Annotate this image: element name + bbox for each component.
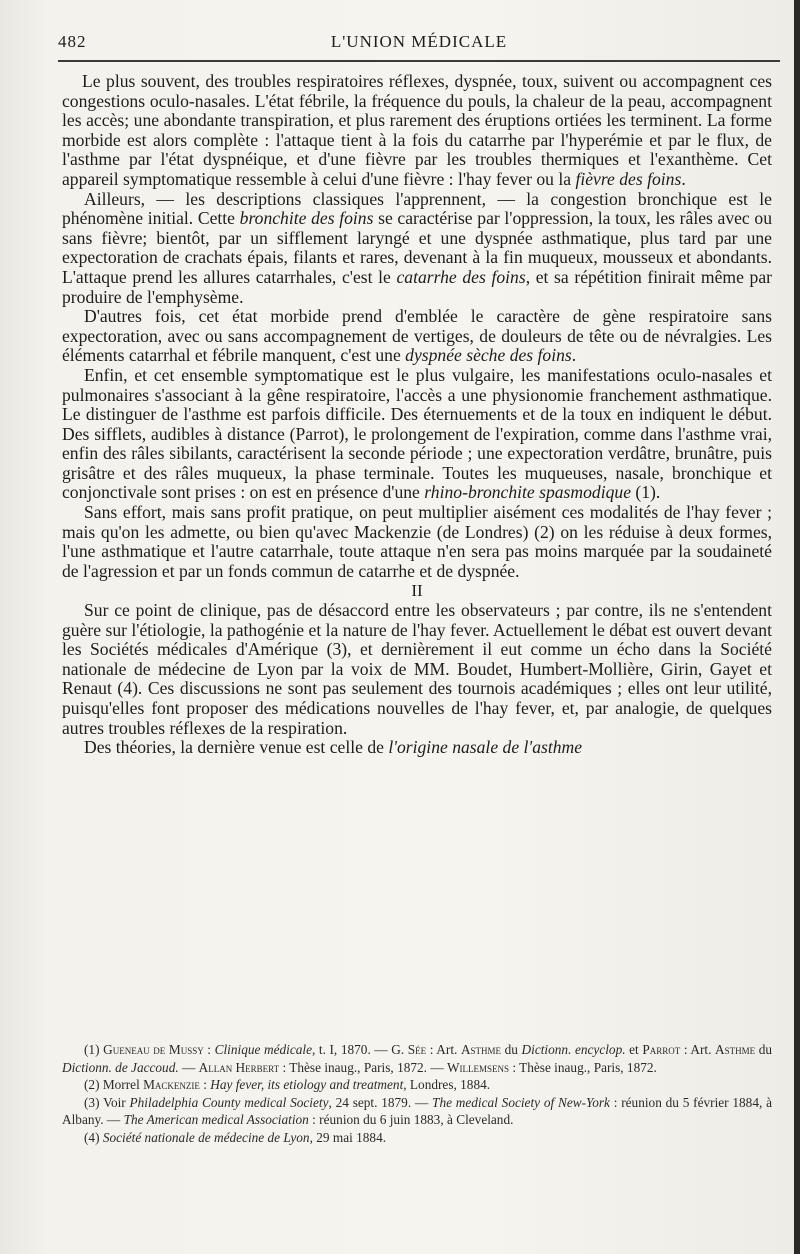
footnote-1 [62, 1041, 772, 1076]
paragraph-1-text: Le plus souvent, des troubles respiratoires réflexes, dyspnée, toux, suivent ou accompagnent ces congestions oculo-nasales. L'état fébrile, la fréquence du pouls, la chaleur de la peau, accompagnent les accès; une abondante transpiration, et plus rarement des éruptions ortiées les terminent. La forme morbide est alors complète : l'attaque tient à la fois du catarrhe par l'hyperémie et par le flux, de l'asthme par l'état dyspnéique, et d'une fièvre par les troubles thermiques et l'exanthème. Cet appareil symptomatique ressemble à celui d'une fièvre : l'hay fever ou la [62, 71, 772, 189]
footnote-1-author-5: Willemsens [446, 1059, 509, 1075]
paragraph-2-emphasis-2: catarrhe des foins [396, 266, 526, 287]
footnote-3-text-d: : réunion du 6 juin 1883, à Cleveland. [308, 1112, 514, 1128]
paragraph-3-text-a: D'autres fois, cet état morbide prend d'emblée le caractère de gène respiratoire sans expectoration, avec ou sans accompagnement de vertiges, de douleurs de tête ou de névralgies. Les éléments catarrhal et fébrile manquent, c'est une [62, 306, 772, 366]
footnote-3 [62, 1094, 772, 1129]
footnote-1-title-3: Dictionn. de Jaccoud. [62, 1059, 179, 1075]
paragraph-3-text-b: . [571, 345, 577, 366]
paragraph-2 [62, 190, 772, 308]
paragraph-1-emphasis: fièvre des foins [575, 168, 682, 189]
paragraph-4-text-b: (1). [631, 482, 661, 503]
footnote-2-text-a: Morrel [99, 1077, 144, 1093]
paragraph-4-text-a: Enfin, et cet ensemble symptomatique est le plus vulgaire, les manifestations oculo-nasales et pulmonaires s'associant à la gêne respiratoire, l'accès a une physionomie franchement asthmatique. Le distinguer de l'asthme est parfois difficile. Des éternuements et de la toux en indiquent le début. Des sifflets, audibles à distance (Parrot), le prolongement de l'expiration, comme dans l'asthme vrai, enfin des râles sibilants, caractérisent la seconde période ; une expectoration verdâtre, brunâtre, puis grisâtre et des râles muqueux, la phase terminale. Toutes les muqueuses, nasale, bronchique et conjonctivale sont prises : on est en présence d'une [62, 364, 772, 503]
footnote-3-title-3: The American medical Association [123, 1112, 309, 1128]
footnote-2-title: Hay fever, its etiology and treatment [210, 1077, 404, 1093]
footnote-1-author-4: Allan Herbert [198, 1059, 280, 1075]
footnotes [62, 1041, 772, 1147]
paragraph-4-emphasis: rhino-bronchite spasmodique [424, 482, 631, 503]
main-text [62, 72, 772, 758]
paragraph-6: Sur ce point de clinique, pas de désaccord entre les observateurs ; par contre, ils ne s'entendent guère sur l'étiologie, la pathogénie et la nature de l'hay fever. Actuellement le débat est ouvert devant les Sociétés médicales d'Amérique (3), et dernièrement il eut comme un écho dans la Société nationale de médecine de Lyon par la voix de MM. Boudet, Humbert-Mollière, Girin, Gayet et Renaut (4). Ces discussions ne sont pas seulement des tournois académiques ; elles ont leur utilité, puisqu'elles font proposer des médications nouvelles de l'hay fever, et, par analogie, de quelques autres troubles réflexes de la respiration. [62, 600, 772, 738]
paragraph-2-text-b: se caractérise par l'oppression, la toux, les râles avec ou sans fièvre; bientôt, par un sifflement laryngé et une dyspnée asthmatique, plus tard par une expectoration de crachats épais, filants et rares, devenant à la fin muqueux, mousseux et abondants. L'attaque prend les allures catarrhales, c'est le [62, 208, 772, 287]
footnote-3-text-b: , 24 sept. 1879. — [328, 1094, 433, 1110]
page-header [58, 26, 780, 62]
footnote-1-text-2: , t. I, 1870. — G. [311, 1042, 408, 1057]
running-title: L'UNION MÉDICALE [330, 32, 508, 51]
paragraph-3 [62, 307, 772, 366]
footnote-3-title-2: The medical Society of New-York [432, 1094, 610, 1110]
footnote-1-number: (1) [84, 1042, 100, 1057]
footnote-1-text-6: : Art. [680, 1042, 716, 1057]
footnote-2-text-c: , Londres, 1884. [403, 1077, 491, 1093]
footnote-3-title-1: Philadelphia County medical Society [129, 1094, 329, 1110]
paragraph-1 [62, 72, 772, 190]
footnote-1-author-1: Gueneau de Mussy [103, 1042, 204, 1057]
footnote-3-text-c: : réunion du 5 février 1884, à Albany. — [62, 1094, 773, 1128]
footnote-4-text-b: , 29 mai 1884. [309, 1129, 387, 1145]
paragraph-1-end: . [681, 168, 686, 189]
paragraph-5: Sans effort, mais sans profit pratique, on peut multiplier aisément ces modalités de l'hay fever ; mais qu'on les admette, ou bien qu'avec Mackenzie (de Londres) (2) on les réduise à deux formes, l'une asthmatique et l'autre catarrhale, toute attaque n'en sera pas moins marquée par la soudaineté de l'agression et par un fonds commun de catarrhe et de dyspnée. [62, 502, 772, 581]
footnote-3-number: (3) [84, 1094, 100, 1110]
footnote-1-text-10: : Thèse inaug., Paris, 1872. [509, 1059, 657, 1075]
section-number: II [411, 581, 423, 601]
footnote-1-author-3: Parrot [642, 1042, 681, 1057]
footnote-2 [62, 1076, 772, 1094]
footnote-2-text-b: : [199, 1077, 211, 1093]
footnote-1-title-2: Dictionn. encyclop. [521, 1042, 626, 1057]
footnote-1-article-2: Asthme [715, 1042, 756, 1057]
footnote-1-text-5: et [625, 1042, 643, 1057]
footnote-1-article-1: Asthme [460, 1042, 502, 1057]
footnote-1-author-2: Sée [407, 1042, 427, 1057]
footnote-2-number: (2) [84, 1077, 100, 1093]
page-binding-edge [794, 0, 800, 1254]
paragraph-7-text: Des théories, la dernière venue est celle de [84, 737, 389, 758]
paragraph-7 [62, 738, 772, 758]
footnote-1-text-8: — [178, 1059, 199, 1075]
paragraph-2-text-c: , et sa répétition finirait même par produire de l'emphysème. [62, 266, 772, 307]
paragraph-2-emphasis-1: bronchite des foins [239, 208, 374, 229]
footnote-4-title: Société nationale de médecine de Lyon [102, 1129, 310, 1145]
footnote-3-text-a: Voir [99, 1094, 130, 1110]
footnote-1-text-7: du [755, 1042, 773, 1057]
page-number: 482 [58, 32, 87, 51]
paragraph-2-text-a: Ailleurs, — les descriptions classiques l'apprennent, — la congestion bronchique est le phénomène initial. Cette [62, 188, 772, 229]
footnote-1-title-1: Clinique médicale [214, 1042, 312, 1057]
footnote-1-text-1: : [203, 1042, 215, 1057]
footnote-1-text-9: : Thèse inaug., Paris, 1872. — [279, 1059, 447, 1075]
paragraph-3-emphasis: dyspnée sèche des foins [405, 345, 572, 366]
paragraph-4 [62, 366, 772, 503]
footnote-4 [62, 1129, 772, 1147]
footnote-4-number: (4) [84, 1129, 100, 1145]
paragraph-7-emphasis: l'origine nasale de l'asthme [388, 737, 583, 758]
footnote-2-author: Mackenzie [143, 1077, 200, 1093]
footnote-1-text-3: : Art. [426, 1042, 461, 1057]
footnote-1-text-4: du [501, 1042, 522, 1057]
